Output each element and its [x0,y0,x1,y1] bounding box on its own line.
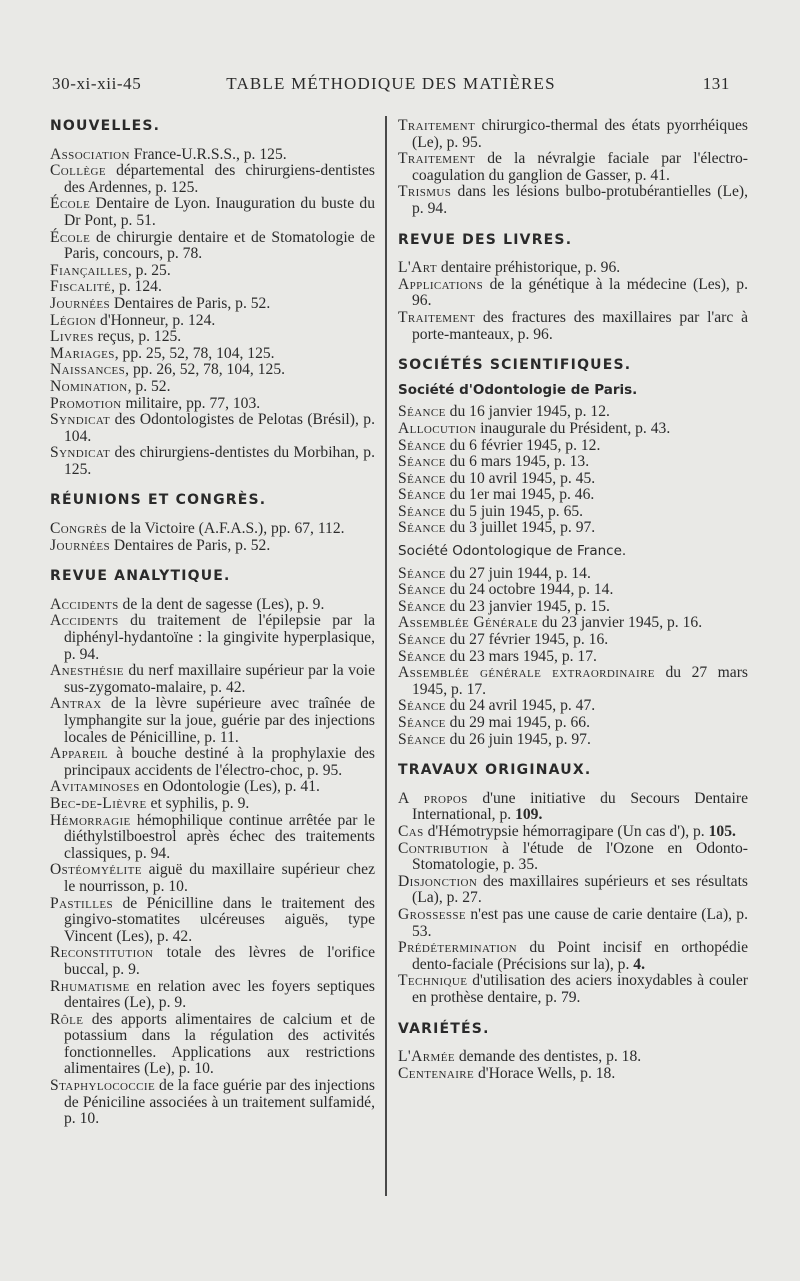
entry-text: en Odontologie (Les), p. 41. [139,778,320,796]
entry-keyword: Assemblée Générale [398,614,538,632]
section-title-societes: SOCIÉTÉS SCIENTIFIQUES. [398,357,632,374]
section-revue-livres [398,260,748,343]
index-entry [398,487,748,504]
section-revue-analytique [50,597,375,1128]
section-travaux [398,791,748,1007]
entry-page-bold: 105. [708,822,736,840]
entry-keyword: Staphylococcie [50,1077,156,1095]
section-societe-france [398,566,748,749]
entry-keyword: Disjonction [398,872,478,890]
section-varietes [398,1049,748,1082]
entry-page-bold: 4. [633,955,645,973]
entry-text: aiguë du maxillaire supérieur chez le nourrisson, p. 10. [64,861,375,895]
entry-keyword: Syndicat [50,444,111,462]
entry-text: à l'étude de l'Ozone en Odonto-Stomatologie, p. 35. [412,839,748,874]
entry-text: de la névralgie faciale par l'électro-coagulation du ganglion de Gasser, p. 41. [412,150,748,184]
index-entry [50,412,375,445]
index-entry [398,421,748,438]
entry-keyword: Journées [50,294,110,312]
entry-keyword: Association [50,145,130,163]
entry-keyword: Naissances [50,361,126,379]
entry-text: à bouche destiné à la prophylaxie des principaux accidents de l'électro-choc, p. 95. [64,745,375,779]
index-entry [398,260,748,277]
entry-keyword: Antrax [50,695,102,713]
page-number: 131 [702,74,730,93]
index-entry [398,907,748,940]
index-entry [50,613,375,663]
index-entry [50,313,375,330]
entry-keyword: Séance [398,647,446,665]
entry-keyword: Reconstitution [50,944,154,962]
entry-text: de la dent de sagesse (Les), p. 9. [118,595,325,613]
entry-keyword: Séance [398,436,446,454]
index-entry [398,184,748,217]
entry-text: du 5 juin 1945, p. 65. [445,502,584,520]
entry-text: de la face guérie par des injections de Péniciline associées à un traitement sulfamidé, p. 10. [64,1077,375,1128]
entry-text: Dentaire de Lyon. Inauguration du buste du Dr Pont, p. 51. [64,195,375,229]
index-entry [50,379,375,396]
column-divider [385,116,387,1196]
entry-text: d'une initiative du Secours Dentaire International, p. [412,789,748,824]
entry-keyword: Collège [50,162,106,180]
index-entry [50,696,375,746]
index-entry [50,362,375,379]
entry-text: France-U.R.S.S., p. 125. [129,145,287,163]
entry-keyword: Traitement [398,117,476,134]
entry-keyword: Accidents [50,612,119,630]
section-title-revue-livres: REVUE DES LIVRES. [398,231,573,248]
entry-keyword: Séance [398,730,446,748]
entry-text: hémophilique continue arrêtée par le diéthylstilboestrol après échec des traitements classiques, p. 94. [64,811,375,862]
index-entry [50,945,375,978]
index-entry [398,824,748,841]
entry-text: en relation avec les foyers septiques dentaires (Le), p. 9. [64,977,375,1012]
section-title-reunions: RÉUNIONS ET CONGRÈS. [50,492,267,509]
index-entry [50,196,375,229]
header-title: TABLE MÉTHODIQUE DES MATIÈRES [226,74,556,93]
index-entry [398,632,748,649]
entry-keyword: Livres [50,328,94,346]
index-entry [50,979,375,1012]
entry-keyword: Fiançailles [50,261,128,279]
header-date: 30-xi-xii-45 [52,74,142,93]
entry-keyword: Syndicat [50,411,111,429]
index-entry [398,732,748,749]
entry-text: du 27 mars 1945, p. 17. [412,664,748,698]
entry-text: totale des lèvres de l'orifice buccal, p. 9. [64,944,375,978]
index-entry [398,404,748,421]
index-entry [50,1012,375,1078]
entry-keyword: A propos [398,789,468,807]
entry-text: du 23 janvier 1945, p. 16. [537,614,703,632]
entry-text: , pp. 26, 52, 78, 104, 125. [125,361,286,379]
entry-keyword: Bec-de-Lièvre [50,794,147,812]
entry-keyword: Hémorragie [50,811,131,829]
index-entry [50,521,375,538]
entry-keyword: Applications [398,275,484,293]
entry-text: inaugurale du Président, p. 43. [476,419,671,437]
index-entry [398,1066,748,1083]
entry-keyword: Journées [50,536,110,554]
running-header [52,74,730,100]
entry-text: du 27 juin 1944, p. 14. [445,564,591,582]
entry-text: , p. 124. [111,278,162,296]
left-column [50,118,375,1128]
entry-text: départemental des chirurgiens-dentistes des Ardennes, p. 125. [64,162,375,196]
subsection-title-odontologie-paris: Société d'Odontologie de Paris. [398,381,638,398]
entry-text: dans les lésions bulbo-protubérantielles (Le), p. 94. [412,183,748,217]
entry-keyword: Contribution [398,839,489,857]
entry-keyword: Promotion [50,394,122,412]
section-societe-paris [398,404,748,537]
entry-keyword: Rôle [50,1010,84,1028]
entry-text: de Pénicilline dans le traitement des gingivo-stomatites ulcéreuses aiguës, type Vincent (Les), p. 42. [64,894,375,945]
entry-keyword: Légion [50,311,97,329]
entry-keyword: Séance [398,697,446,715]
section-title-revue-analytique: REVUE ANALYTIQUE. [50,568,231,585]
index-entry [50,597,375,614]
entry-text: du Point incisif en orthopédie dento-faciale (Précisions sur la), p. [412,939,748,973]
index-entry [50,779,375,796]
entry-text: dentaire préhistorique, p. 96. [437,259,621,277]
index-entry [398,277,748,310]
index-entry [398,1049,748,1066]
entry-keyword: Séance [398,631,446,649]
entry-keyword: Traitement [398,308,476,326]
entry-text: du 29 mai 1945, p. 66. [445,714,590,731]
entry-text: du 24 avril 1945, p. 47. [445,697,596,715]
entry-text: du nerf maxillaire supérieur par la voie sus-zygomato-malaire, p. 42. [64,662,375,696]
entry-keyword: École [50,195,91,213]
entry-text: de chirurgie dentaire et de Stomatologie de Paris, concours, p. 78. [64,228,375,263]
index-entry [50,396,375,413]
entry-text: Dentaires de Paris, p. 52. [110,536,271,554]
entry-keyword: L'Art [398,259,437,277]
entry-keyword: Anesthésie [50,662,124,680]
entry-keyword: Trismus [398,183,452,201]
entry-keyword: Centenaire [398,1064,475,1082]
entry-text: et syphilis, p. 9. [146,794,250,812]
section-revue-analytique-cont [398,118,748,218]
entry-text: du 23 mars 1945, p. 17. [445,647,597,665]
index-entry [398,665,748,698]
entry-text: du 6 mars 1945, p. 13. [445,453,590,471]
index-entry [50,279,375,296]
entry-keyword: Séance [398,453,446,471]
index-entry [398,698,748,715]
index-entry [50,147,375,164]
entry-keyword: Séance [398,486,446,504]
entry-keyword: Avitaminoses [50,778,140,796]
entry-text: d'utilisation des aciers inoxydables à couler en prothèse dentaire, p. 79. [412,972,748,1006]
index-entry [398,310,748,343]
index-entry [50,746,375,779]
entry-text: des Odontologistes de Pelotas (Brésil), p. 104. [64,411,375,445]
entry-text: demande des dentistes, p. 18. [454,1048,642,1066]
index-entry [398,615,748,632]
index-entry [50,263,375,280]
entry-keyword: Appareil [50,745,109,763]
index-entry [50,163,375,196]
entry-text: du 16 janvier 1945, p. 12. [445,403,610,421]
entry-keyword: Accidents [50,595,119,613]
index-entry [50,813,375,863]
entry-text: , pp. 25, 52, 78, 104, 125. [114,344,275,362]
entry-keyword: Prédétermination [398,939,517,957]
section-reunions [50,521,375,554]
section-nouvelles [50,147,375,479]
index-entry [398,504,748,521]
entry-text: de la Victoire (A.F.A.S.), pp. 67, 112. [107,520,345,538]
index-entry [398,454,748,471]
entry-text: , p. 52. [127,377,171,395]
entry-text: reçus, p. 125. [93,328,182,346]
entry-keyword: Traitement [398,150,476,168]
index-entry [50,296,375,313]
section-title-nouvelles: NOUVELLES. [50,118,161,134]
index-entry [398,118,748,151]
index-entry [50,346,375,363]
entry-text: de la lèvre supérieure avec traînée de lymphangite sur la joue, guérie par des injections locales de Pénicilline, p. 11. [64,695,375,746]
entry-keyword: Rhumatisme [50,977,130,995]
entry-text: militaire, pp. 77, 103. [121,394,261,412]
entry-text: , p. 25. [127,261,171,279]
entry-text: des apports alimentaires de calcium et de potassium dans la régulation des activités fonctionnelles. Applications aux restrictions alimentaires (Le), p. 10. [64,1010,375,1078]
index-entry [50,896,375,946]
entry-text: du 10 avril 1945, p. 45. [445,469,596,487]
entry-text: du traitement de l'épilepsie par la diphényl-hydantoïne : la gingivite hyperplasique, p. 94. [64,612,375,663]
entry-keyword: Séance [398,597,446,615]
entry-keyword: Séance [398,564,446,582]
section-title-varietes: VARIÉTÉS. [398,1020,490,1037]
entry-keyword: Technique [398,972,468,990]
entry-keyword: Fiscalité [50,278,112,296]
entry-text: du 27 février 1945, p. 16. [445,631,609,649]
entry-keyword: Mariages [50,344,115,362]
entry-keyword: Séance [398,581,446,599]
entry-page-bold: 109. [515,806,543,824]
entry-keyword: Assemblée générale extraordinaire [398,664,655,682]
section-title-travaux: TRAVAUX ORIGINAUX. [398,762,592,779]
entry-text: Dentaires de Paris, p. 52. [110,294,271,312]
index-entry [50,445,375,478]
entry-keyword: Séance [398,502,446,520]
index-entry [398,582,748,599]
entry-text: des fractures des maxillaires par l'arc à porte-manteaux, p. 96. [412,308,748,343]
index-entry [398,841,748,874]
entry-keyword: Cas [398,822,424,840]
index-entry [398,471,748,488]
entry-text: du 24 octobre 1944, p. 14. [445,581,614,599]
entry-keyword: École [50,228,91,246]
entry-text: de la génétique à la médecine (Les), p. 96. [412,275,748,310]
index-entry [398,791,748,824]
entry-keyword: Nomination [50,377,128,395]
entry-keyword: Allocution [398,419,477,437]
index-entry [50,862,375,895]
entry-keyword: Séance [398,519,446,537]
entry-keyword: Séance [398,714,446,731]
index-entry [398,566,748,583]
entry-text: du 23 janvier 1945, p. 15. [445,597,610,615]
index-entry [398,973,748,1006]
entry-keyword: Ostéomyélite [50,861,142,879]
index-entry [398,940,748,973]
entry-text: du 3 juillet 1945, p. 97. [445,519,596,537]
entry-text: des chirurgiens-dentistes du Morbihan, p. 125. [64,444,375,478]
entry-text: d'Honneur, p. 124. [96,311,216,329]
index-entry [398,151,748,184]
index-entry [50,663,375,696]
index-entry [50,329,375,346]
entry-text: d'Horace Wells, p. 18. [474,1064,616,1082]
entry-keyword: Séance [398,469,446,487]
entry-text: d'Hémotrypsie hémorragipare (Un cas d'), p. [423,822,709,840]
entry-keyword: L'Armée [398,1048,455,1066]
entry-text: du 26 juin 1945, p. 97. [445,730,591,748]
entry-keyword: Congrès [50,520,108,538]
index-entry [398,649,748,666]
index-entry [50,538,375,555]
index-entry [50,796,375,813]
index-entry [398,715,748,732]
index-entry [50,1078,375,1128]
entry-keyword: Pastilles [50,894,113,912]
subsection-title-odontologique-france: Société Odontologique de France. [398,543,627,560]
index-entry [398,438,748,455]
index-entry [398,874,748,907]
right-column [398,118,748,1082]
index-entry [398,599,748,616]
entry-text: chirurgico-thermal des états pyorrhéiques (Le), p. 95. [412,117,748,151]
entry-text: du 1er mai 1945, p. 46. [445,486,595,504]
entry-keyword: Grossesse [398,905,467,923]
entry-text: du 6 février 1945, p. 12. [445,436,601,454]
entry-text: des maxillaires supérieurs et ses résultats (La), p. 27. [412,872,748,907]
entry-keyword: Séance [398,403,446,421]
index-entry [398,520,748,537]
index-entry [50,230,375,263]
entry-text: n'est pas une cause de carie dentaire (La), p. 53. [412,905,748,940]
